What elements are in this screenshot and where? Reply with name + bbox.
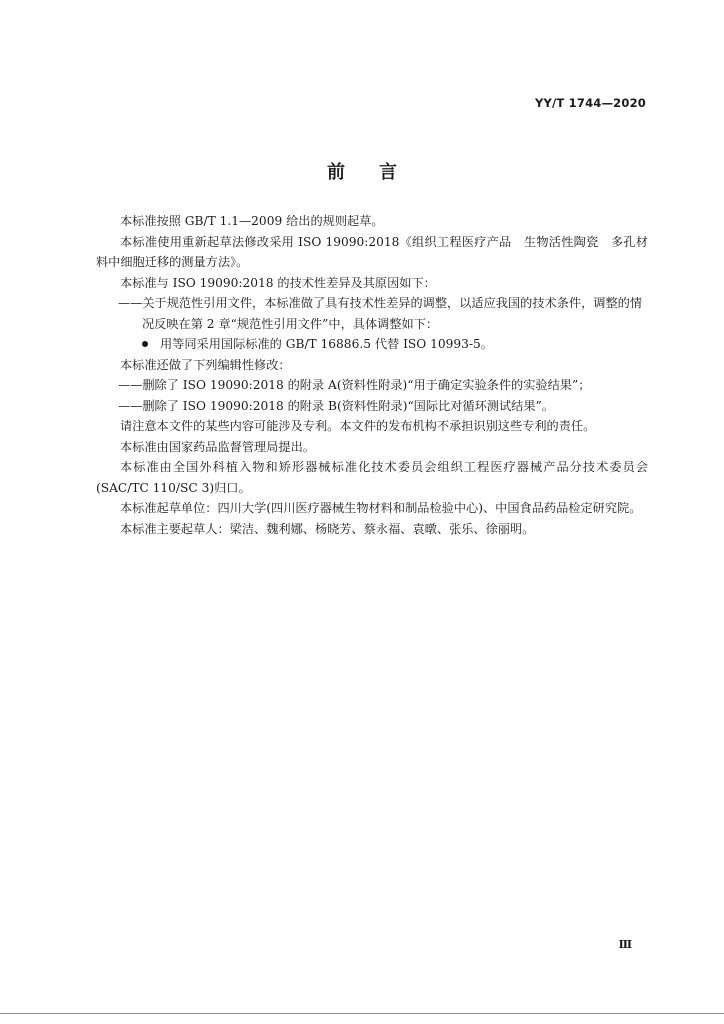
paragraph-technical-differences: 本标准与 ISO 19090:2018 的技术性差异及其原因如下： bbox=[120, 275, 436, 290]
paragraph-technical-committee: 本标准由全国外科植入物和矫形器械标准化技术委员会组织工程医疗器械产品分技术委员会(SAC/TC 110/SC 3)归口。 bbox=[96, 460, 648, 495]
paragraph-delete-annex-a: ——删除了 ISO 19090:2018 的附录 A(资料性附录)“用于确定实验条件的实验结果”； bbox=[118, 378, 591, 392]
paragraph-drafters: 本标准主要起草人：梁洁、魏利娜、杨晓芳、蔡永福、袁暾、张乐、徐丽明。 bbox=[120, 521, 535, 536]
page-title: 前言 bbox=[327, 162, 431, 183]
bottom-divider bbox=[0, 1013, 724, 1014]
paragraph-drafting-units: 本标准起草单位：四川大学(四川医疗器械生物材料和制品检验中心)、中国食品药品检定研究院。 bbox=[120, 501, 642, 515]
paragraph-proposed-by: 本标准由国家药品监督管理局提出。 bbox=[120, 439, 315, 454]
paragraph-adoption: 本标准使用重新起草法修改采用 ISO 19090:2018《组织工程医疗产品 生物活性陶瓷 多孔材料中细胞迁移的测量方法》。 bbox=[96, 234, 648, 269]
paragraph-normative-references: ——关于规范性引用文件，本标准做了具有技术性差异的调整，以适应我国的技术条件，调整的情 bbox=[118, 296, 643, 310]
paragraph-editorial-changes: 本标准还做了下列编辑性修改： bbox=[120, 357, 291, 372]
document-code: YY/T 1744—2020 bbox=[534, 96, 646, 110]
paragraph-normative-references-cont: 况反映在第 2 章“规范性引用文件”中，具体调整如下： bbox=[142, 316, 439, 331]
paragraph-delete-annex-b: ——删除了 ISO 19090:2018 的附录 B(资料性附录)“国际比对循环测试结果”。 bbox=[118, 398, 554, 413]
paragraph-drafting-rules: 本标准按照 GB/T 1.1—2009 给出的规则起草。 bbox=[120, 214, 384, 228]
foreword-body bbox=[96, 211, 648, 539]
paragraph-patent-notice: 请注意本文件的某些内容可能涉及专利。本文件的发布机构不承担识别这些专利的责任。 bbox=[120, 419, 596, 433]
bullet-item-text: 用等同采用国际标准的 GB/T 16886.5 代替 ISO 10993-5。 bbox=[160, 337, 493, 351]
bullet-item bbox=[96, 334, 648, 355]
bullet-icon bbox=[142, 341, 148, 347]
page-number: Ⅲ bbox=[618, 938, 632, 951]
